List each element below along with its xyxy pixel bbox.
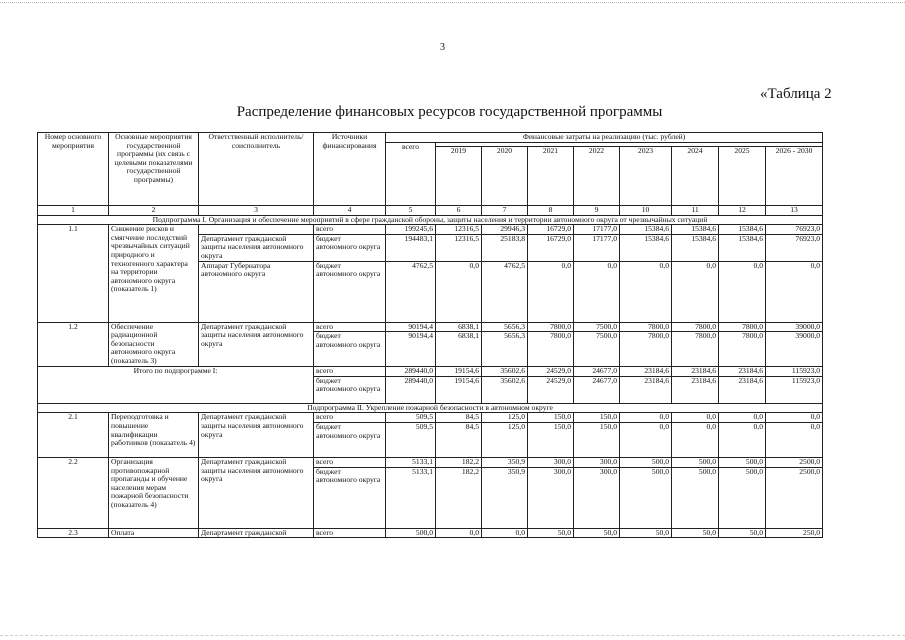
value-cell: 150,0: [528, 413, 574, 423]
value-cell: 5656,3: [482, 332, 528, 367]
row-num: 2.3: [38, 528, 109, 538]
value-cell: 300,0: [528, 457, 574, 467]
column-number: 7: [482, 206, 528, 216]
table-row: [38, 528, 823, 538]
header-total: всего: [386, 143, 436, 206]
value-cell: 199245,6: [386, 225, 436, 235]
subprogram-row: [38, 215, 823, 225]
value-cell: 50,0: [620, 528, 672, 538]
value-cell: 16729,0: [528, 225, 574, 235]
value-cell: 0,0: [620, 261, 672, 322]
value-cell: 0,0: [766, 413, 823, 423]
value-cell: 182,2: [436, 457, 482, 467]
column-number: 1: [38, 206, 109, 216]
page-number: 3: [440, 42, 445, 53]
row-num: 1.2: [38, 322, 109, 367]
value-cell: 0,0: [766, 261, 823, 322]
value-cell: 84,5: [436, 413, 482, 423]
value-cell: 150,0: [528, 422, 574, 457]
row-num: 2.1: [38, 413, 109, 458]
value-cell: 23184,6: [719, 367, 766, 377]
value-cell: 25183,8: [482, 234, 528, 261]
row-responsible: Департамент гражданской: [199, 528, 314, 538]
value-cell: 125,0: [482, 413, 528, 423]
value-cell: 7800,0: [672, 332, 719, 367]
value-cell: 7500,0: [574, 332, 620, 367]
value-cell: 6838,1: [436, 322, 482, 332]
value-cell: 50,0: [574, 528, 620, 538]
value-cell: 289440,0: [386, 376, 436, 403]
column-number: 10: [620, 206, 672, 216]
row-responsible: Департамент гражданской защиты населения автономного округа: [199, 234, 314, 261]
value-cell: 250,0: [766, 528, 823, 538]
value-cell: 19154,6: [436, 376, 482, 403]
header-year: 2024: [672, 147, 719, 206]
value-cell: 7800,0: [528, 332, 574, 367]
value-cell: 23184,6: [672, 367, 719, 377]
row-responsible: Департамент гражданской защиты населения автономного округа: [199, 457, 314, 528]
value-cell: 500,0: [620, 457, 672, 467]
value-cell: 15384,6: [672, 234, 719, 261]
column-number: 13: [766, 206, 823, 216]
table-row: [38, 457, 823, 467]
value-cell: 7800,0: [620, 322, 672, 332]
value-cell: 0,0: [436, 261, 482, 322]
row-source: всего: [314, 457, 386, 467]
row-event: Переподготовка и повышение квалификации работников (показатель 4): [109, 413, 199, 458]
value-cell: 500,0: [386, 528, 436, 538]
value-cell: 509,5: [386, 413, 436, 423]
value-cell: 0,0: [719, 422, 766, 457]
value-cell: 23184,6: [719, 376, 766, 403]
value-cell: 115923,0: [766, 367, 823, 377]
value-cell: 350,9: [482, 467, 528, 528]
value-cell: 4762,5: [482, 261, 528, 322]
value-cell: 7800,0: [672, 322, 719, 332]
value-cell: 24677,0: [574, 367, 620, 377]
column-number-row: [38, 206, 823, 216]
value-cell: 125,0: [482, 422, 528, 457]
row-source: бюджет автономного округа: [314, 422, 386, 457]
table-label: «Таблица 2: [760, 86, 832, 102]
header-num: Номер основного мероприятия: [38, 133, 109, 206]
value-cell: 0,0: [574, 261, 620, 322]
value-cell: 0,0: [672, 413, 719, 423]
value-cell: 12316,5: [436, 234, 482, 261]
column-number: 2: [109, 206, 199, 216]
value-cell: 150,0: [574, 413, 620, 423]
column-number: 3: [199, 206, 314, 216]
row-source: всего: [314, 528, 386, 538]
header-row: [38, 133, 823, 143]
value-cell: 4762,5: [386, 261, 436, 322]
value-cell: 7800,0: [528, 322, 574, 332]
table-row: [38, 225, 823, 235]
value-cell: 16729,0: [528, 234, 574, 261]
row-source: бюджет автономного округа: [314, 234, 386, 261]
row-source: всего: [314, 322, 386, 332]
value-cell: 7800,0: [719, 322, 766, 332]
row-event: Обеспечение радиационной безопасности автономного округа (показатель 3): [109, 322, 199, 367]
value-cell: 115923,0: [766, 376, 823, 403]
value-cell: 15384,6: [620, 225, 672, 235]
value-cell: 509,5: [386, 422, 436, 457]
header-year: 2019: [436, 147, 482, 206]
value-cell: 0,0: [436, 528, 482, 538]
value-cell: 500,0: [620, 467, 672, 528]
value-cell: 2500,0: [766, 467, 823, 528]
row-num: 2.2: [38, 457, 109, 528]
value-cell: 5133,1: [386, 457, 436, 467]
value-cell: 500,0: [719, 467, 766, 528]
row-source: бюджет автономного округа: [314, 376, 386, 403]
value-cell: 7500,0: [574, 322, 620, 332]
value-cell: 76923,0: [766, 234, 823, 261]
row-source: бюджет автономного округа: [314, 332, 386, 367]
row-event: Снижение рисков и смягчение последствий чрезвычайных ситуаций природного и техногенного характера на территории автономного округа (показатель 1): [109, 225, 199, 322]
value-cell: 5656,3: [482, 322, 528, 332]
row-source: бюджет автономного округа: [314, 261, 386, 322]
value-cell: 194483,1: [386, 234, 436, 261]
value-cell: 50,0: [528, 528, 574, 538]
row-responsible: Аппарат Губернатора автономного округа: [199, 261, 314, 322]
value-cell: 2500,0: [766, 457, 823, 467]
value-cell: 500,0: [672, 457, 719, 467]
value-cell: 15384,6: [672, 225, 719, 235]
top-edge-line: [0, 2, 905, 3]
table-row: [38, 322, 823, 332]
value-cell: 76923,0: [766, 225, 823, 235]
row-source: всего: [314, 367, 386, 377]
bottom-edge-line: [0, 635, 905, 636]
value-cell: 90194,4: [386, 322, 436, 332]
column-number: 12: [719, 206, 766, 216]
value-cell: 29946,3: [482, 225, 528, 235]
value-cell: 7800,0: [719, 332, 766, 367]
header-costs: Финансовые затраты на реализацию (тыс. рублей): [386, 133, 823, 143]
row-event: Оплата: [109, 528, 199, 538]
value-cell: 0,0: [620, 413, 672, 423]
table-row: [38, 413, 823, 423]
header-year: 2021: [528, 147, 574, 206]
value-cell: 12316,5: [436, 225, 482, 235]
header-source: Источники финансирования: [314, 133, 386, 206]
value-cell: 7800,0: [620, 332, 672, 367]
value-cell: 0,0: [719, 261, 766, 322]
value-cell: 150,0: [574, 422, 620, 457]
value-cell: 17177,0: [574, 234, 620, 261]
total-label: Итого по подпрограмме I:: [38, 367, 314, 404]
value-cell: 300,0: [574, 457, 620, 467]
value-cell: 90194,4: [386, 332, 436, 367]
value-cell: 19154,6: [436, 367, 482, 377]
value-cell: 23184,6: [672, 376, 719, 403]
column-number: 11: [672, 206, 719, 216]
value-cell: 35602,6: [482, 367, 528, 377]
row-responsible: Департамент гражданской защиты населения автономного округа: [199, 322, 314, 367]
value-cell: 0,0: [719, 413, 766, 423]
value-cell: 0,0: [482, 528, 528, 538]
column-number: 4: [314, 206, 386, 216]
value-cell: 17177,0: [574, 225, 620, 235]
document-title: Распределение финансовых ресурсов государственной программы: [236, 104, 663, 120]
value-cell: 350,9: [482, 457, 528, 467]
value-cell: 0,0: [672, 261, 719, 322]
column-number: 9: [574, 206, 620, 216]
value-cell: 6838,1: [436, 332, 482, 367]
row-responsible: Департамент гражданской защиты населения автономного округа: [199, 413, 314, 458]
column-number: 5: [386, 206, 436, 216]
value-cell: 15384,6: [719, 225, 766, 235]
header-responsible: Ответственный исполнитель/соисполнитель: [199, 133, 314, 206]
row-source: бюджет автономного округа: [314, 467, 386, 528]
row-num: 1.1: [38, 225, 109, 322]
row-source: всего: [314, 413, 386, 423]
value-cell: 35602,6: [482, 376, 528, 403]
value-cell: 300,0: [528, 467, 574, 528]
subprogram-row: [38, 403, 823, 413]
value-cell: 15384,6: [620, 234, 672, 261]
value-cell: 0,0: [528, 261, 574, 322]
total-row: [38, 367, 823, 377]
value-cell: 0,0: [620, 422, 672, 457]
value-cell: 39000,0: [766, 332, 823, 367]
value-cell: 23184,6: [620, 376, 672, 403]
value-cell: 39000,0: [766, 322, 823, 332]
subprogram-title: Подпрограмма II. Укрепление пожарной безопасности в автономном округе: [38, 403, 823, 413]
value-cell: 289440,0: [386, 367, 436, 377]
value-cell: 500,0: [672, 467, 719, 528]
value-cell: 84,5: [436, 422, 482, 457]
row-responsible: [199, 225, 314, 235]
column-number: 8: [528, 206, 574, 216]
header-year: 2025: [719, 147, 766, 206]
value-cell: 50,0: [719, 528, 766, 538]
value-cell: 182,2: [436, 467, 482, 528]
value-cell: 24677,0: [574, 376, 620, 403]
column-number: 6: [436, 206, 482, 216]
value-cell: 50,0: [672, 528, 719, 538]
header-event: Основные мероприятия государственной программы (их связь с целевыми показателями государственной программы): [109, 133, 199, 206]
header-year: 2022: [574, 147, 620, 206]
header-year: 2020: [482, 147, 528, 206]
value-cell: 24529,0: [528, 367, 574, 377]
header-year: 2023: [620, 147, 672, 206]
value-cell: 300,0: [574, 467, 620, 528]
value-cell: 5133,1: [386, 467, 436, 528]
value-cell: 500,0: [719, 457, 766, 467]
subprogram-title: Подпрограмма I. Организация и обеспечение мероприятий в сфере гражданской обороны, защиты населения и территории автономного округа от чрезвычайных ситуаций: [38, 215, 823, 225]
financial-table: [37, 132, 823, 538]
value-cell: 15384,6: [719, 234, 766, 261]
value-cell: 23184,6: [620, 367, 672, 377]
value-cell: 0,0: [672, 422, 719, 457]
row-source: всего: [314, 225, 386, 235]
header-year: 2026 - 2030: [766, 147, 823, 206]
value-cell: 0,0: [766, 422, 823, 457]
value-cell: 24529,0: [528, 376, 574, 403]
row-event: Организация противопожарной пропаганды и обучение населения мерам пожарной безопасности (показатель 4): [109, 457, 199, 528]
